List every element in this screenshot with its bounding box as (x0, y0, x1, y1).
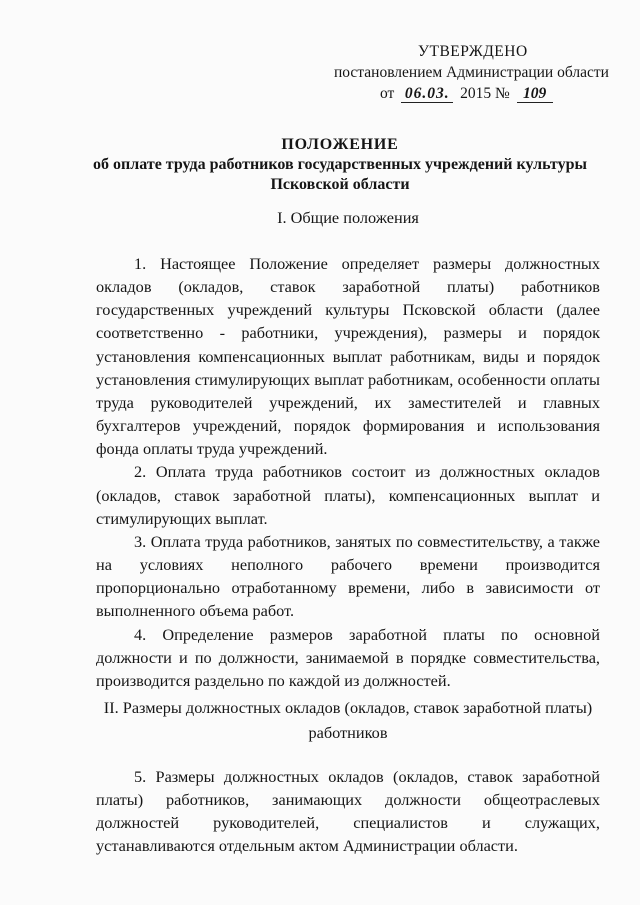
document-title (80, 135, 600, 195)
document-subheading-2: Псковской области (270, 176, 410, 193)
approval-from-prefix: от (380, 85, 395, 102)
handwritten-date: 06.03. (401, 86, 453, 103)
section-2-body (96, 765, 600, 858)
section-1-title: I. Общие положения (277, 208, 419, 227)
approval-line: постановлением Администрации области (334, 64, 609, 81)
handwritten-number: 109 (517, 86, 553, 103)
section-2-title: II. Размеры должностных окладов (окладов, ставок заработной платы) работников (103, 698, 593, 742)
section-1-body (96, 252, 600, 692)
approval-date-line (334, 83, 609, 104)
document-subheading-1: об оплате труда работников государственных учреждений культуры (93, 156, 587, 173)
paragraph-1: 1. Настоящее Положение определяет размеры должностных окладов (окладов, ставок заработной платы) работников государственных учреждений культуры Псковской области (далее соответственно - работники, учреждения), размеры и порядок установления компенсационных выплат работникам, виды и порядок установления стимулирующих выплат работникам, особенности оплаты труда руководителей учреждений, их заместителей и главных бухгалтеров учреждений, порядок формирования и использования фонда оплаты труда учреждений. (96, 254, 600, 459)
approval-stamp (334, 41, 609, 104)
approval-year-number: 2015 № (460, 85, 510, 102)
paragraph-4: 4. Определение размеров заработной платы по основной должности и по должности, занимаемой в порядке совместительства, производится раздельно по каждой из должностей. (96, 624, 600, 690)
approval-title: УТВЕРЖДЕНО (418, 43, 528, 60)
paragraph-5: 5. Размеры должностных окладов (окладов, ставок заработной платы) работников, занимающих должности общеотраслевых должностей руководителей, специалистов и служащих, устанавливаются отдельным актом Администрации области. (96, 767, 600, 856)
document-heading: ПОЛОЖЕНИЕ (281, 136, 399, 153)
paragraph-2: 2. Оплата труда работников состоит из должностных окладов (окладов, ставок заработной платы), компенсационных выплат и стимулирующих выплат. (96, 462, 600, 528)
paragraph-3: 3. Оплата труда работников, занятых по совместительству, а также на условиях неполного рабочего времени производится пропорционально отработанному времени, либо в зависимости от выполненного объема работ. (96, 531, 600, 621)
